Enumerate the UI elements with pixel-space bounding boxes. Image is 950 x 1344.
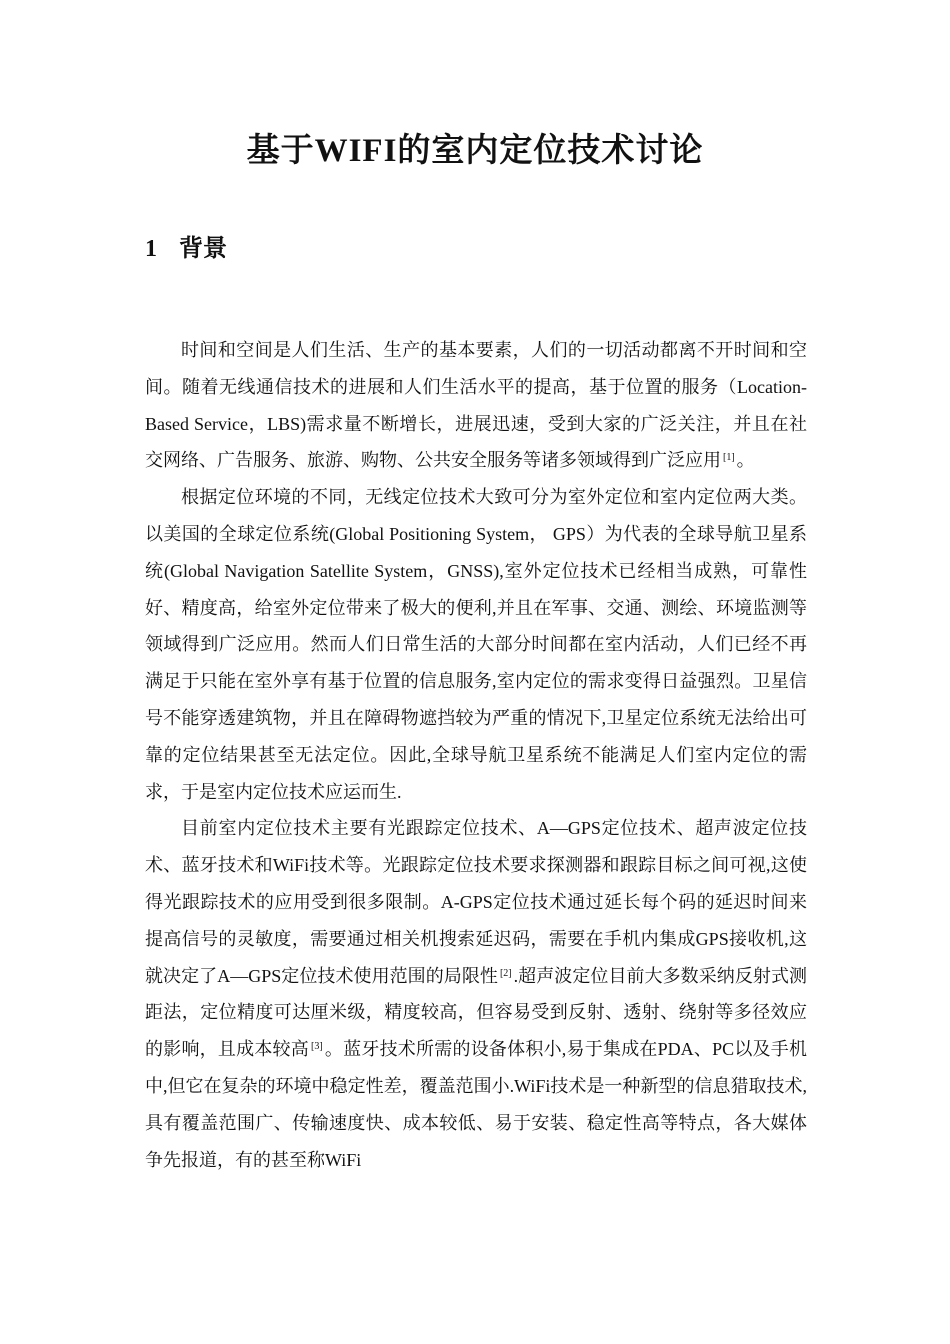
paragraph-text: 根据定位环境的不同，无线定位技术大致可分为室外定位和室内定位两大类。以美国的全球定位系统(Global Positioning System， GPS）为代表的全球导航卫星系统(Global Navigation Satellite System，GNSS),室外定位技术已经相当成熟，可靠性好、精度高，给室外定位带来了极大的便利,并且在军事、交通、测绘、环境监测等领域得到广泛应用。然而人们日常生活的大部分时间都在室内活动，人们已经不再满足于只能在室外享有基于位置的信息服务,室内定位的需求变得日益强烈。卫星信号不能穿透建筑物，并且在障碍物遮挡较为严重的情况下,卫星定位系统无法给出可靠的定位结果甚至无法定位。因此,全球导航卫星系统不能满足人们室内定位的需求，于是室内定位技术应运而生. [145, 487, 807, 802]
paragraph [145, 810, 807, 1178]
document-title: 基于WIFI的室内定位技术讨论 [246, 133, 704, 169]
paragraph-text: 时间和空间是人们生活、生产的基本要素，人们的一切活动都离不开时间和空间。随着无线通信技术的进展和人们生活水平的提高，基于位置的服务（Location-Based Service，LBS)需求量不断增长，进展迅速，受到大家的广泛关注，并且在社交网络、广告服务、旅游、购物、公共安全服务等诸多领域得到广泛应用 [145, 340, 807, 471]
citation-ref[interactable]: [3] [311, 1041, 323, 1053]
paragraph-text: 。 [736, 450, 755, 471]
paragraph [145, 479, 807, 810]
section-number: 1 [145, 236, 157, 262]
paragraph [145, 332, 807, 479]
citation-ref[interactable]: [2] [499, 967, 512, 979]
section-heading [145, 228, 227, 263]
section-heading-text: 背景 [179, 236, 227, 262]
paragraph-text: .超声波定位目前大多数采纳反射式测距法，定位精度可达厘米级，精度较高，但容易受到反射、透射、绕射等多径效应的影响，且成本较高 [145, 965, 807, 1060]
paragraph-text: 。蓝牙技术所需的设备体积小,易于集成在PDA、PC以及手机中,但它在复杂的环境中稳定性差，覆盖范围小.WiFi技术是一种新型的信息猎取技术,具有覆盖范围广、传输速度快、成本较低、易于安装、稳定性高等特点，各大媒体争先报道，有的甚至称WiFi [145, 1039, 808, 1170]
body-text [145, 332, 807, 1178]
paragraph-text: 目前室内定位技术主要有光跟踪定位技术、A—GPS定位技术、超声波定位技术、蓝牙技术和WiFi技术等。光跟踪定位技术要求探测器和跟踪目标之间可视,这使得光跟踪技术的应用受到很多限制。A-GPS定位技术通过延长每个码的延迟时间来提高信号的灵敏度，需要通过相关机搜索延迟码，需要在手机内集成GPS接收机,这就决定了A—GPS定位技术使用范围的局限性 [145, 818, 807, 986]
citation-ref[interactable]: [1] [723, 452, 735, 464]
